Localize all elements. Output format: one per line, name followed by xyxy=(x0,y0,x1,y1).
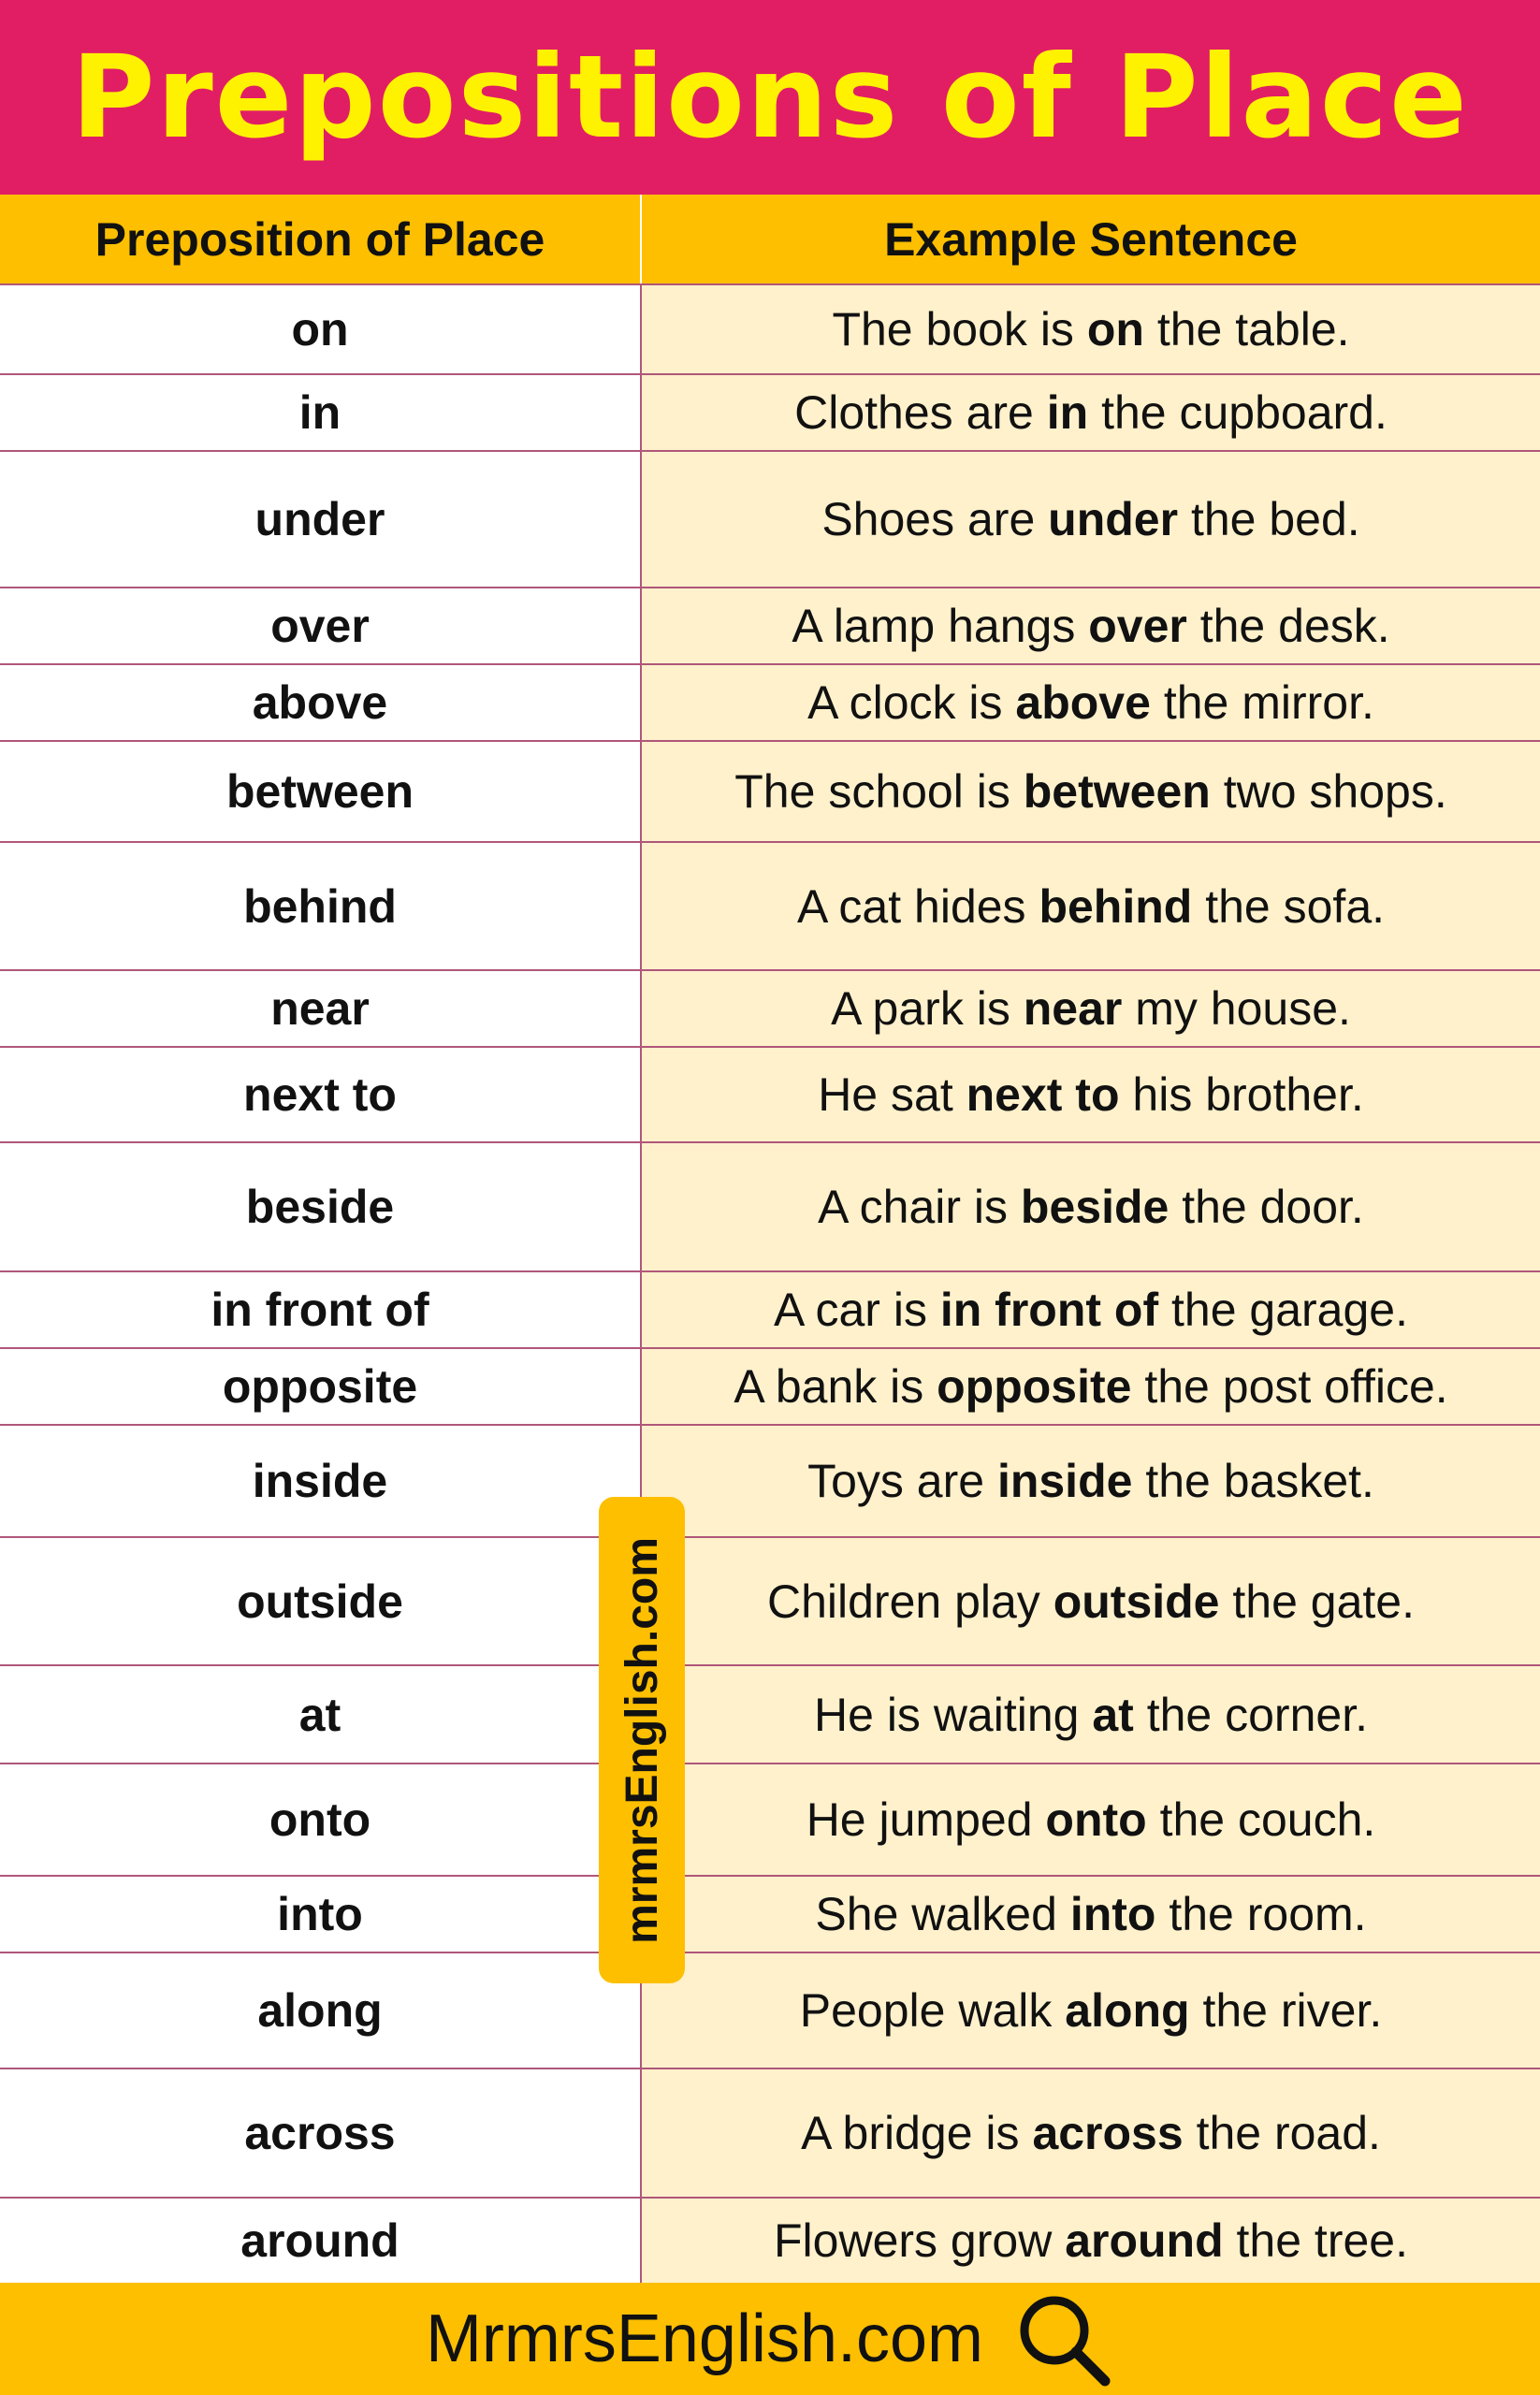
sentence-text: A car is xyxy=(774,1284,940,1336)
table-row xyxy=(0,969,1540,1046)
example-sentence-cell xyxy=(642,1877,1540,1952)
sentence-text: the room. xyxy=(1155,1888,1367,1940)
sentence-text: his brother. xyxy=(1119,1068,1364,1121)
search-icon xyxy=(1011,2287,1114,2390)
example-sentence-cell xyxy=(642,742,1540,841)
sentence-text: the table. xyxy=(1143,303,1350,356)
sentence-text: the desk. xyxy=(1186,600,1390,652)
watermark-badge xyxy=(599,1497,685,1983)
table-row xyxy=(0,663,1540,740)
example-sentence-cell xyxy=(642,1349,1540,1424)
preposition-cell: at xyxy=(0,1666,642,1763)
preposition-cell: opposite xyxy=(0,1349,642,1424)
table-row xyxy=(0,1046,1540,1141)
sentence-preposition: at xyxy=(1092,1688,1134,1741)
table-body xyxy=(0,283,1540,2283)
table-row xyxy=(0,1664,1540,1763)
sentence-text: the basket. xyxy=(1132,1455,1374,1507)
table-row xyxy=(0,1141,1540,1270)
example-sentence-cell xyxy=(642,843,1540,969)
sentence-text: the mirror. xyxy=(1150,676,1374,729)
preposition-cell: on xyxy=(0,285,642,373)
header-example: Example Sentence xyxy=(884,212,1298,266)
table-row xyxy=(0,1763,1540,1875)
sentence-text: He is waiting xyxy=(814,1688,1093,1741)
sentence-preposition: along xyxy=(1065,1984,1190,2037)
preposition-cell: onto xyxy=(0,1764,642,1875)
sentence-text: A bank is xyxy=(734,1360,937,1413)
preposition-cell: under xyxy=(0,452,642,587)
sentence-text: the couch. xyxy=(1146,1793,1376,1846)
sentence-text: Shoes are xyxy=(821,493,1049,545)
example-sentence-cell xyxy=(642,1538,1540,1664)
example-sentence-cell xyxy=(642,2199,1540,2283)
table-row xyxy=(0,841,1540,969)
sentence-preposition: across xyxy=(1032,2107,1184,2159)
example-sentence-cell xyxy=(642,2069,1540,2197)
sentence-text: He jumped xyxy=(806,1793,1046,1846)
sentence-text: She walked xyxy=(815,1888,1070,1940)
sentence-preposition: outside xyxy=(1053,1575,1220,1628)
table-row xyxy=(0,2197,1540,2283)
sentence-preposition: beside xyxy=(1020,1181,1170,1233)
table-row xyxy=(0,373,1540,450)
preposition-cell: into xyxy=(0,1877,642,1952)
sentence-preposition: around xyxy=(1065,2214,1224,2267)
sentence-text: the post office. xyxy=(1131,1360,1448,1413)
example-sentence-cell xyxy=(642,1143,1540,1270)
sentence-preposition: inside xyxy=(996,1455,1133,1507)
preposition-cell: next to xyxy=(0,1048,642,1141)
table-row xyxy=(0,587,1540,663)
sentence-text: Toys are xyxy=(807,1455,997,1507)
sentence-text: the gate. xyxy=(1219,1575,1415,1628)
preposition-cell: across xyxy=(0,2069,642,2197)
preposition-cell: inside xyxy=(0,1426,642,1536)
sentence-text: the road. xyxy=(1183,2107,1381,2159)
table-row xyxy=(0,740,1540,841)
sentence-preposition: into xyxy=(1069,1888,1156,1940)
sentence-text: the bed. xyxy=(1178,493,1360,545)
preposition-cell: behind xyxy=(0,843,642,969)
sentence-text: A clock is xyxy=(807,676,1016,729)
table-row xyxy=(0,2068,1540,2197)
sentence-text: two shops. xyxy=(1210,765,1447,818)
table-row xyxy=(0,1270,1540,1347)
example-sentence-cell xyxy=(642,375,1540,450)
watermark-text: mrmrsEnglish.com xyxy=(617,1536,667,1944)
preposition-cell: around xyxy=(0,2199,642,2283)
preposition-cell: beside xyxy=(0,1143,642,1270)
header-preposition: Preposition of Place xyxy=(0,195,642,283)
sentence-text: my house. xyxy=(1122,982,1351,1035)
preposition-cell: above xyxy=(0,665,642,740)
sentence-text: Flowers grow xyxy=(774,2214,1066,2267)
table-row xyxy=(0,283,1540,373)
sentence-text: A park is xyxy=(831,982,1024,1035)
sentence-text: A cat hides xyxy=(796,879,1039,933)
sentence-preposition: above xyxy=(1015,676,1151,729)
sentence-text: the corner. xyxy=(1133,1688,1368,1741)
prepositions-table xyxy=(0,195,1540,2283)
sentence-preposition: between xyxy=(1023,765,1211,818)
sentence-text: the cupboard. xyxy=(1088,386,1387,439)
example-sentence-cell xyxy=(642,452,1540,587)
example-sentence-cell xyxy=(642,588,1540,663)
sentence-preposition: in xyxy=(1046,386,1089,439)
example-sentence-cell xyxy=(642,971,1540,1046)
preposition-cell: over xyxy=(0,588,642,663)
sentence-preposition: behind xyxy=(1039,879,1193,933)
sentence-text: the sofa. xyxy=(1192,879,1386,933)
preposition-cell: along xyxy=(0,1953,642,2068)
sentence-text: the river. xyxy=(1189,1984,1383,2037)
table-row xyxy=(0,1536,1540,1664)
table-row xyxy=(0,1347,1540,1424)
example-sentence-cell xyxy=(642,1048,1540,1141)
preposition-cell: outside xyxy=(0,1538,642,1664)
sentence-text: A lamp hangs xyxy=(792,600,1089,652)
table-row xyxy=(0,1952,1540,2068)
example-sentence-cell xyxy=(642,1764,1540,1875)
sentence-text: the garage. xyxy=(1158,1284,1408,1336)
example-sentence-cell xyxy=(642,665,1540,740)
example-sentence-cell xyxy=(642,1272,1540,1347)
page-title: Prepositions of Place xyxy=(71,31,1469,164)
sentence-text: The book is xyxy=(832,303,1087,356)
table-row xyxy=(0,450,1540,587)
sentence-preposition: under xyxy=(1048,493,1179,545)
sentence-preposition: in front of xyxy=(939,1284,1159,1336)
sentence-text: A bridge is xyxy=(801,2107,1033,2159)
sentence-preposition: near xyxy=(1023,982,1123,1035)
sentence-preposition: opposite xyxy=(937,1360,1132,1413)
preposition-cell: between xyxy=(0,742,642,841)
sentence-text: People walk xyxy=(799,1984,1066,2037)
footer-website: MrmrsEnglish.com xyxy=(425,2301,984,2376)
example-sentence-cell xyxy=(642,1666,1540,1763)
footer-banner xyxy=(0,2283,1540,2395)
sentence-text: Children play xyxy=(766,1575,1053,1628)
preposition-cell: in xyxy=(0,375,642,450)
preposition-cell: near xyxy=(0,971,642,1046)
table-row xyxy=(0,1875,1540,1952)
sentence-text: The school is xyxy=(734,765,1024,818)
preposition-cell: in front of xyxy=(0,1272,642,1347)
table-row xyxy=(0,1424,1540,1536)
sentence-preposition: next to xyxy=(966,1068,1120,1121)
sentence-preposition: on xyxy=(1086,303,1144,356)
sentence-text: Clothes are xyxy=(794,386,1047,439)
sentence-preposition: over xyxy=(1088,600,1187,652)
sentence-text: the tree. xyxy=(1223,2214,1408,2267)
sentence-text: He sat xyxy=(818,1068,966,1121)
example-sentence-cell xyxy=(642,285,1540,373)
sentence-text: A chair is xyxy=(818,1181,1021,1233)
table-header xyxy=(0,195,1540,283)
sentence-preposition: onto xyxy=(1045,1793,1147,1846)
sentence-text: the door. xyxy=(1169,1181,1364,1233)
example-sentence-cell xyxy=(642,1426,1540,1536)
title-banner xyxy=(0,0,1540,195)
example-sentence-cell xyxy=(642,1953,1540,2068)
